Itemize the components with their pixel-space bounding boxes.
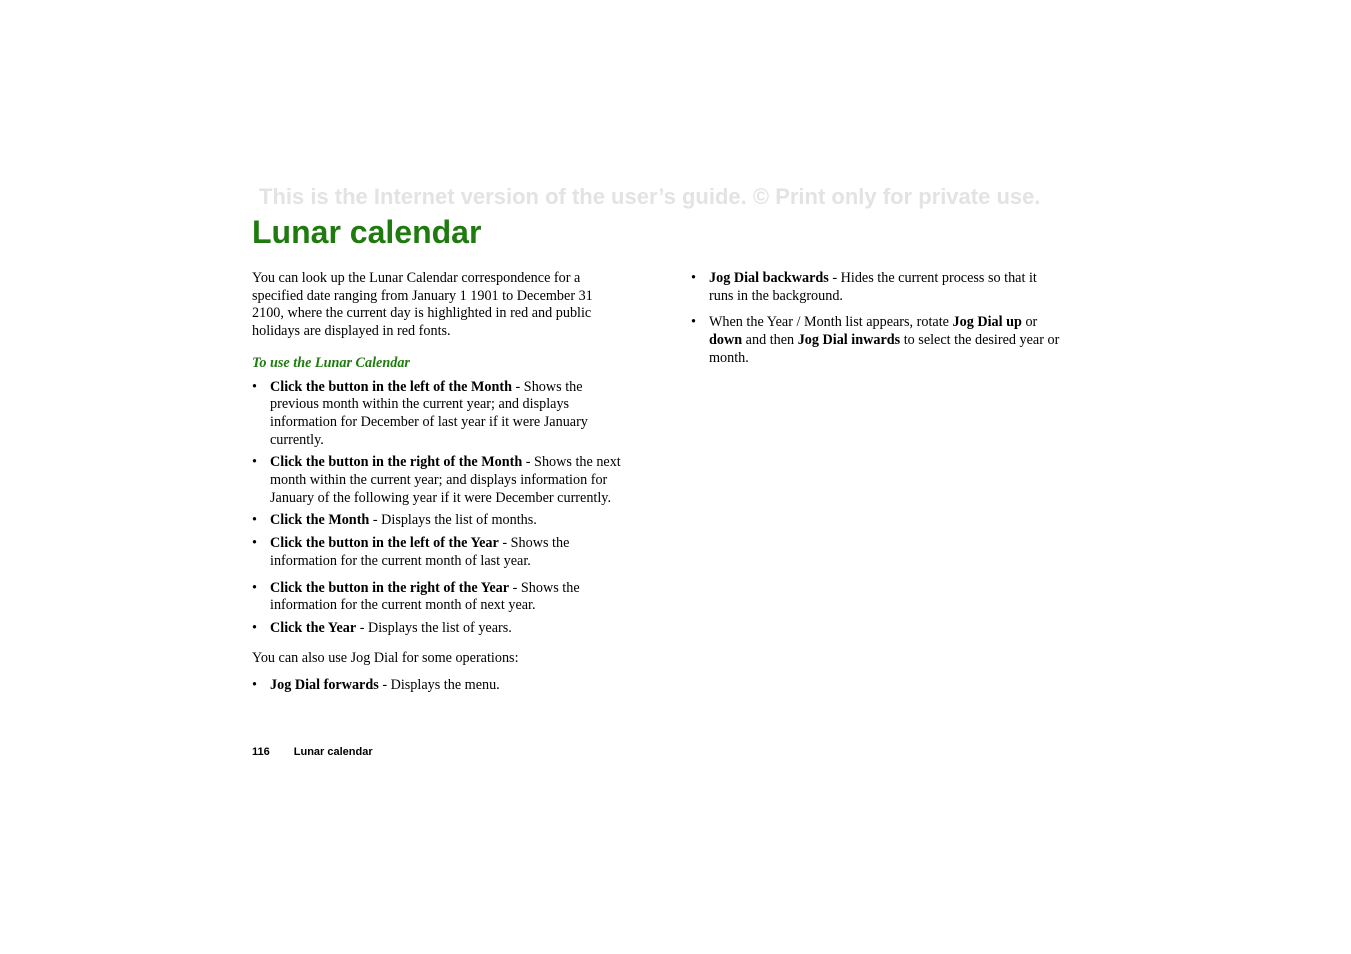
list-item <box>252 454 624 507</box>
right-column <box>691 270 1063 373</box>
list-item <box>252 535 624 570</box>
list-item-bold: Jog Dial backwards <box>709 270 829 286</box>
page-title: Lunar calendar <box>252 214 482 250</box>
list-item-bold: Click the Year <box>270 619 357 636</box>
left-column <box>252 270 624 700</box>
list-item-text: - Displays the menu. <box>378 677 500 694</box>
list-item-bold: Jog Dial forwards <box>270 677 379 694</box>
list-item-text: When the Year / Month list appears, rotate <box>709 314 953 331</box>
instruction-list <box>252 379 624 638</box>
footer-section-title: Lunar calendar <box>293 746 373 758</box>
list-item-text: - Shows the information for the current month of last year. <box>270 535 570 569</box>
list-item-bold: Click the button in the right of the Month <box>270 454 523 471</box>
list-item-bold: Jog Dial inwards <box>797 332 901 349</box>
list-item-text: - Displays the list of months. <box>369 512 537 529</box>
jog-dial-list-continued <box>691 270 1063 368</box>
list-item-bold: Click the Month <box>270 512 370 529</box>
list-item <box>252 580 624 615</box>
watermark-text: This is the Internet version of the user’s guide. © Print only for private use. <box>259 184 1041 209</box>
page-number: 116 <box>252 746 270 758</box>
list-item-text: - Hides the current process so that it runs in the background. <box>709 270 1037 304</box>
list-item <box>691 314 1063 367</box>
jog-dial-intro: You can also use Jog Dial for some operations: <box>252 649 519 666</box>
list-item-bold: Click the button in the right of the Year <box>270 579 510 596</box>
list-item-bold: down <box>709 332 743 349</box>
page-footer <box>252 746 373 758</box>
list-item-text: or <box>1021 314 1038 331</box>
list-item-text: - Displays the list of years. <box>356 619 512 636</box>
list-item <box>252 379 624 450</box>
list-item-text: - Shows the next month within the current year; and displays information for January of the following year if it were December currently. <box>270 454 621 506</box>
list-item-text: - Shows the information for the current month of next year. <box>270 579 580 614</box>
list-item <box>252 677 624 695</box>
subheading: To use the Lunar Calendar <box>252 354 410 371</box>
intro-paragraph: You can look up the Lunar Calendar correspondence for a specified date ranging from January 1 1901 to December 31 2100, where the current day is highlighted in red and public holidays are displayed in red fonts. <box>252 270 593 340</box>
list-item <box>691 270 1063 305</box>
list-item-bold: Click the button in the left of the Year <box>270 535 499 552</box>
list-item-text: to select the desired year or month. <box>709 332 1060 366</box>
list-item <box>252 620 624 638</box>
list-item-bold: Click the button in the left of the Month <box>270 378 512 395</box>
list-item <box>252 512 624 530</box>
list-item-text: and then <box>742 332 798 349</box>
jog-dial-list <box>252 677 624 695</box>
list-item-text: - Shows the previous month within the current year; and displays information for December of last year if it were January currently. <box>270 378 588 448</box>
list-item-bold: Jog Dial up <box>952 314 1022 331</box>
